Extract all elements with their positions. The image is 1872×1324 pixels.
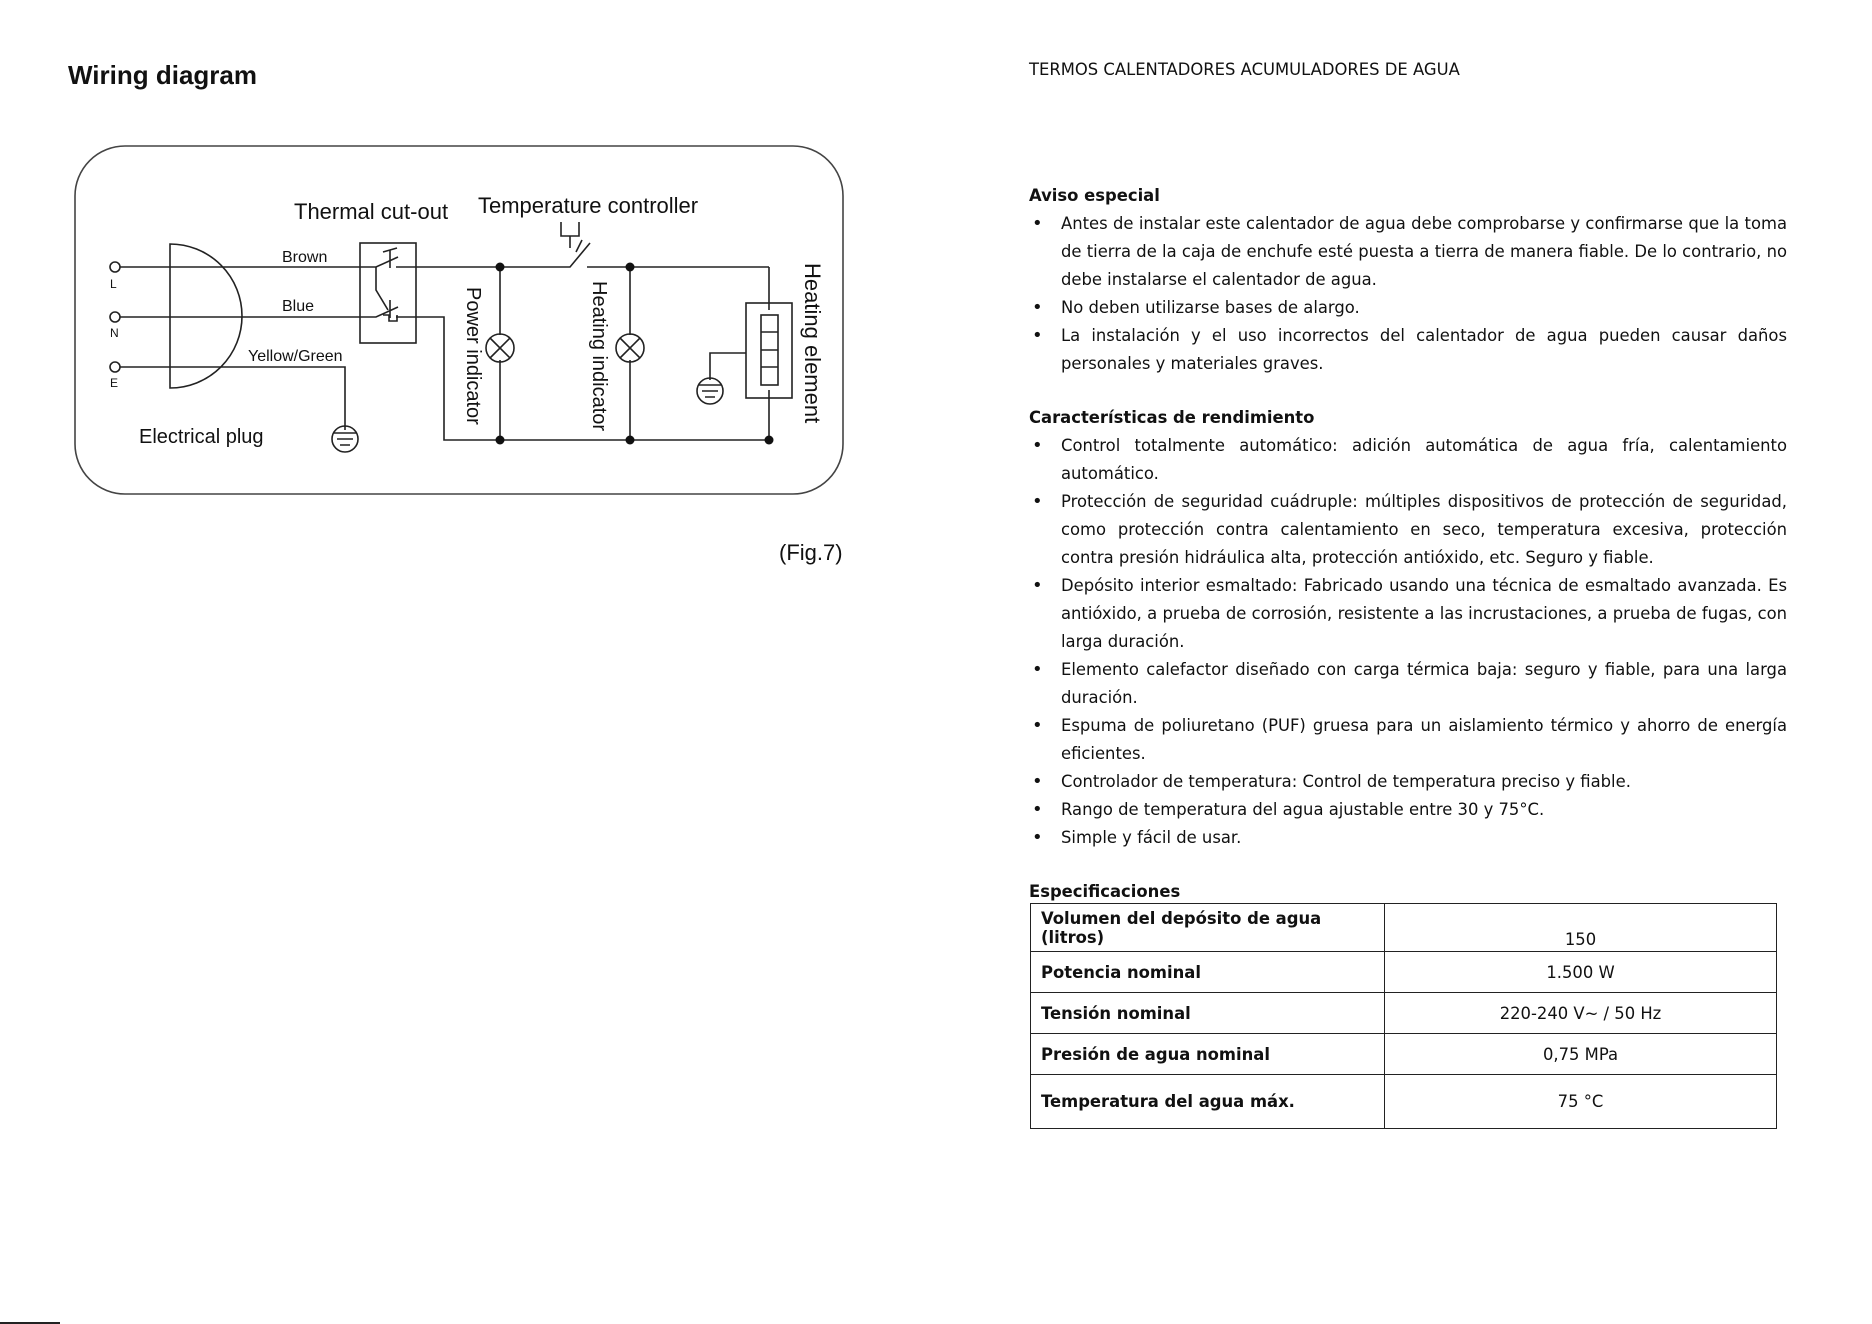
blue-wire-label: Blue [282, 298, 315, 315]
terminal-e-label: E [110, 376, 119, 390]
table-row [1031, 952, 1777, 993]
bullet-icon: • [1032, 325, 1043, 346]
list-item: • No deben utilizarse bases de alargo. [1029, 294, 1787, 322]
bullet-icon: • [1032, 827, 1043, 848]
bullet-icon: • [1032, 799, 1043, 820]
spec-value: 1.500 W [1385, 952, 1777, 993]
list-item: • Rango de temperatura del agua ajustable entre 30 y 75°C. [1029, 796, 1787, 824]
caracteristicas-list [1029, 432, 1787, 852]
list-item: • Simple y fácil de usar. [1029, 824, 1787, 852]
bullet-icon: • [1032, 297, 1043, 318]
terminal-e-circle [110, 362, 120, 372]
list-item: • Protección de seguridad cuádruple: múltiples dispositivos de protección de seguridad, como protección contra calentamiento en seco, temperatura excesiva, protección contra presión hidráulica alta, protección antióxido, etc. Seguro y fiable. [1029, 488, 1787, 572]
spec-value: 75 °C [1385, 1075, 1777, 1129]
list-item: • Control totalmente automático: adición automática de agua fría, calentamiento automático. [1029, 432, 1787, 488]
brown-wire-label: Brown [282, 249, 328, 266]
section-heading-especificaciones: Especificaciones [1029, 882, 1181, 901]
list-item: • Elemento calefactor diseñado con carga térmica baja: seguro y fiable, para una larga duración. [1029, 656, 1787, 712]
figure-caption: (Fig.7) [779, 540, 843, 565]
section-heading-caracteristicas: Características de rendimiento [1029, 408, 1315, 427]
list-item: • Depósito interior esmaltado: Fabricado usando una técnica de esmaltado avanzada. Es antióxido, a prueba de corrosión, resistente a las incrustaciones, a prueba de fugas, con larga duración. [1029, 572, 1787, 656]
spec-label: Volumen del depósito de agua (litros) [1031, 904, 1385, 952]
power-indicator-label: Power indicator [462, 287, 484, 425]
spec-label: Potencia nominal [1031, 952, 1385, 993]
spec-label: Presión de agua nominal [1031, 1034, 1385, 1075]
thermal-cutout-label: Thermal cut-out [294, 199, 449, 224]
table-row [1031, 904, 1777, 952]
terminal-l-label: L [110, 277, 117, 291]
terminal-l-circle [110, 262, 120, 272]
terminal-n-circle [110, 312, 120, 322]
bullet-icon: • [1032, 435, 1043, 456]
temperature-controller-label: Temperature controller [478, 193, 699, 218]
heating-element-label: Heating element [800, 263, 825, 424]
section-heading-aviso: Aviso especial [1029, 186, 1160, 205]
table-row [1031, 993, 1777, 1034]
list-item: • Controlador de temperatura: Control de temperatura preciso y fiable. [1029, 768, 1787, 796]
bullet-icon: • [1032, 771, 1043, 792]
list-item: • Antes de instalar este calentador de agua debe comprobarse y confirmarse que la toma de tierra de la caja de enchufe esté puesta a tierra de manera fiable. De lo contrario, no debe instalarse el calentador de agua. [1029, 210, 1787, 294]
table-row [1031, 1034, 1777, 1075]
bullet-icon: • [1032, 491, 1043, 512]
table-row [1031, 1075, 1777, 1129]
bullet-icon: • [1032, 715, 1043, 736]
bullet-icon: • [1032, 659, 1043, 680]
document-header: TERMOS CALENTADORES ACUMULADORES DE AGUA [1029, 60, 1460, 79]
spec-value: 150 [1385, 904, 1777, 952]
thermal-cutout-box [360, 243, 416, 343]
wiring-diagram [70, 140, 850, 500]
spec-label: Temperatura del agua máx. [1031, 1075, 1385, 1129]
list-item: • Espuma de poliuretano (PUF) gruesa para un aislamiento térmico y ahorro de energía eficientes. [1029, 712, 1787, 768]
spec-value: 220-240 V~ / 50 Hz [1385, 993, 1777, 1034]
electrical-plug-label: Electrical plug [139, 426, 264, 448]
specifications-table [1030, 903, 1777, 1129]
right-page [1029, 56, 1787, 906]
spec-label: Tensión nominal [1031, 993, 1385, 1034]
list-item: • La instalación y el uso incorrectos del calentador de agua pueden causar daños personales y materiales graves. [1029, 322, 1787, 378]
bullet-icon: • [1032, 575, 1043, 596]
heating-indicator-label: Heating indicator [588, 281, 610, 432]
temperature-controller-switch [553, 243, 769, 267]
spec-value: 0,75 MPa [1385, 1034, 1777, 1075]
aviso-list [1029, 210, 1787, 378]
page-title: Wiring diagram [68, 60, 258, 90]
terminal-n-label: N [110, 326, 119, 340]
bullet-icon: • [1032, 213, 1043, 234]
yellow-green-wire-label: Yellow/Green [248, 348, 343, 365]
